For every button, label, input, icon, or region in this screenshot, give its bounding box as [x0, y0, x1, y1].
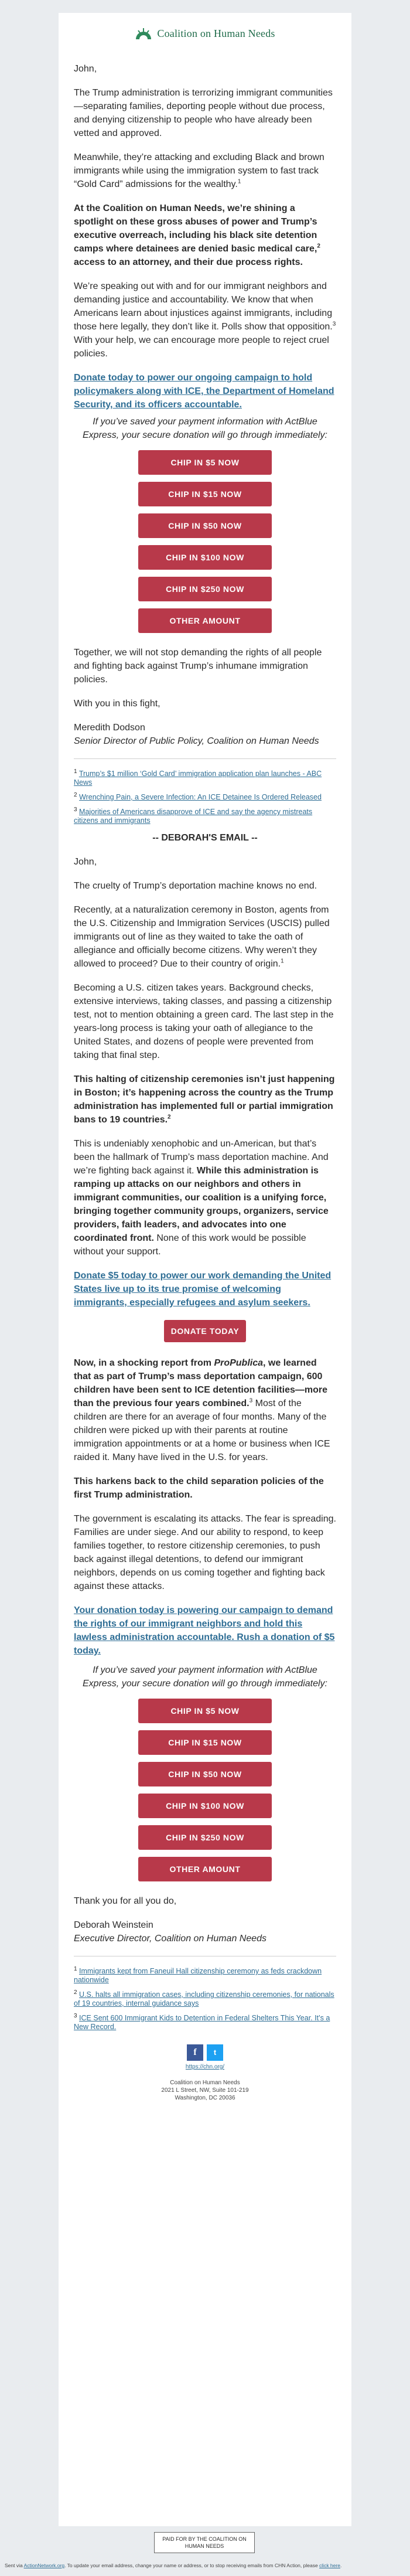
signer-name: Deborah Weinstein	[74, 1920, 153, 1930]
social-links	[74, 2044, 336, 2061]
footnote-link[interactable]: U.S. halts all immigration cases, including citizenship ceremonies, for nationals of 19 countries, internal guidance says	[74, 1990, 334, 2007]
org-name: Coalition on Human Needs	[157, 27, 275, 39]
chip-in-250-button[interactable]: CHIP IN $250 NOW	[138, 1825, 272, 1850]
greeting-1: John,	[74, 64, 97, 74]
letter1-p3	[74, 202, 336, 269]
greeting-2: John,	[74, 857, 97, 867]
bottom-mid: . To update your email address, change your name or address, or to stop receiving emails from CHN Action, please	[64, 2563, 320, 2568]
chip-in-15-button[interactable]: CHIP IN $15 NOW	[138, 482, 272, 506]
signer-title: Senior Director of Public Policy, Coalition on Human Needs	[74, 736, 319, 746]
other-amount-button[interactable]: OTHER AMOUNT	[138, 608, 272, 633]
letter2-p1: The cruelty of Trump’s deportation machine knows no end.	[74, 881, 317, 891]
footer-org: Coalition on Human Needs	[170, 2080, 240, 2086]
footnote-num: 3	[74, 806, 77, 813]
letter2-p2	[74, 903, 336, 971]
letter1-p3-text: At the Coalition on Human Needs, we’re shining a spotlight on these gross abuses of power and Trump’s executive overreach, including his black site detention camps where detainees are denied basic medical care,	[74, 203, 317, 254]
letter2-p5	[74, 1137, 336, 1258]
chip-in-15-button[interactable]: CHIP IN $15 NOW	[138, 1730, 272, 1755]
chip-in-250-button[interactable]: CHIP IN $250 NOW	[138, 577, 272, 601]
letter1-p2-text: Meanwhile, they’re attacking and excluding Black and brown immigrants while using the immigration system to fast track “Gold Card” admissions for the wealthy.	[74, 152, 324, 189]
bottom-notice	[5, 2563, 341, 2568]
footnote-item	[74, 793, 336, 802]
letter2-p3: Becoming a U.S. citizen takes years. Background checks, extensive interviews, taking classes, and passing a citizenship test, not to mention obtaining a green card. The last step in the years-long process is taking your oath of allegiance to the United States, and dozens of people were prevented from taking that final step.	[74, 983, 334, 1060]
footnote-num: 1	[74, 768, 77, 775]
footnote-ref: 2	[317, 243, 320, 250]
footnote-link[interactable]: Immigrants kept from Faneuil Hall citizenship ceremony as feds crackdown nationwide	[74, 1967, 322, 1984]
footer	[74, 2063, 336, 2102]
email-card	[59, 13, 351, 2526]
letter2-p6-c: Most of the children are there for an average of four months. Many of the children were picked up with their parents at routine immigration appointments or at a home or business when ICE raided it. Many have lived in the U.S. for years.	[74, 1398, 330, 1462]
footnote-num: 2	[74, 791, 77, 798]
paid-for-box: PAID FOR BY THE COALITION ON HUMAN NEEDS	[154, 2532, 255, 2553]
letter2-p8: The government is escalating its attacks. The fear is spreading. Families are under siege. And our ability to respond, to keep families together, to restore citizenship ceremonies, to push back against illegal detentions, to defend our immigrant neighbors, depends on us coming together and fighting back against these attacks.	[74, 1514, 336, 1591]
bottom-end: .	[340, 2563, 342, 2568]
chip-in-5-button[interactable]: CHIP IN $5 NOW	[138, 1699, 272, 1723]
letter2-p5-a: This is undeniably xenophobic and un-American, but that’s been the hallmark of Trump’s mass deportation machine. And we’re fighting back against it.	[74, 1139, 329, 1176]
footnote-ref: 3	[332, 321, 336, 328]
other-amount-button[interactable]: OTHER AMOUNT	[138, 1857, 272, 1881]
actblue-note-2: If you’ve saved your payment information with ActBlue Express, your secure donation will go through immediately:	[83, 1665, 327, 1689]
unsubscribe-link[interactable]: click here	[319, 2563, 340, 2568]
donate-link-3[interactable]: Your donation today is powering our campaign to demand the rights of our immigrant neighbors and hold this lawless administration accountable. Rush a donation of $5 today.	[74, 1605, 335, 1656]
donate-link-2[interactable]: Donate $5 today to power our work demanding the United States live up to its true promise of welcoming immigrants, especially refugees and asylum seekers.	[74, 1271, 332, 1308]
closing-2: Thank you for all you do,	[74, 1896, 177, 1906]
letter1-p2	[74, 151, 336, 191]
letter1-p5: Together, we will not stop demanding the rights of all people and fighting back against Trump’s inhumane immigration policies.	[74, 648, 322, 685]
letter2-p6-a: Now, in a shocking report from	[74, 1358, 214, 1368]
letter2-p4-text: This halting of citizenship ceremonies isn’t just happening in Boston; it’s happening across the country as the Trump administration has implemented full or partial immigration bans to 19 countries.	[74, 1074, 335, 1125]
divider	[74, 758, 336, 759]
website-link[interactable]: https://chn.org/	[185, 2064, 225, 2070]
letter2-p5-b: While this administration is ramping up attacks on our neighbors and others in immigrant communities, our coalition is a unifying force, bringing together community groups, organizers, service providers, faith leaders, and advocates into one coordinated front.	[74, 1166, 329, 1243]
letter1-p4	[74, 280, 336, 360]
letter1-p4-text: We’re speaking out with and for our immigrant neighbors and demanding justice and accountability. We know that when Americans learn about injustices against immigrants, including those here legally, they don’t like it. Polls show that opposition.	[74, 281, 333, 332]
letter1-p4-tail: With your help, we can encourage more people to reject cruel policies.	[74, 335, 329, 359]
footnote-ref: 1	[237, 178, 241, 185]
footnote-ref: 2	[168, 1114, 171, 1121]
chip-in-5-button[interactable]: CHIP IN $5 NOW	[138, 450, 272, 475]
footnote-item	[74, 808, 336, 825]
letter2-p6-b: , we learned that as part of Trump’s mass deportation campaign, 600 children have been sent to ICE detention facilities—more than the previous four years combined.	[74, 1358, 327, 1408]
facebook-icon[interactable]: f	[187, 2044, 203, 2061]
letter1-p1: The Trump administration is terrorizing immigrant communities—separating families, deporting people without due process, and denying citizenship to people who have already been vetted and approved.	[74, 88, 333, 138]
signer-title: Executive Director, Coalition on Human Needs	[74, 1934, 267, 1944]
donation-buttons-1	[74, 450, 336, 633]
chip-in-50-button[interactable]: CHIP IN $50 NOW	[138, 513, 272, 538]
chip-in-100-button[interactable]: CHIP IN $100 NOW	[138, 1794, 272, 1818]
footnote-item	[74, 770, 336, 787]
footnote-item	[74, 1990, 336, 2008]
signer-name: Meredith Dodson	[74, 723, 145, 733]
footnotes-2	[74, 1967, 336, 2031]
footnotes-1	[74, 770, 336, 825]
letter2-p5-c: None of this work would be possible without your support.	[74, 1233, 306, 1257]
signature-2	[74, 1918, 336, 1945]
publication-name: ProPublica	[214, 1358, 264, 1368]
footer-address-1: 2021 L Street, NW, Suite 101-219	[161, 2087, 249, 2094]
actionnetwork-link[interactable]: ActionNetwork.org	[23, 2563, 65, 2568]
actblue-note-1: If you’ve saved your payment information with ActBlue Express, your secure donation will go through immediately:	[83, 417, 327, 440]
footnote-ref: 3	[249, 1397, 253, 1404]
donation-buttons-2	[74, 1699, 336, 1881]
footnote-ref: 1	[281, 958, 284, 965]
footnote-num: 1	[74, 1965, 77, 1972]
donate-today-button[interactable]: DONATE TODAY	[164, 1320, 246, 1342]
footer-address-2: Washington, DC 20036	[175, 2095, 235, 2101]
bottom-prefix: Sent via	[5, 2563, 24, 2568]
email-separator: -- DEBORAH'S EMAIL --	[152, 833, 258, 843]
letter2-p4	[74, 1073, 336, 1127]
footnote-item	[74, 1967, 336, 1985]
chip-in-100-button[interactable]: CHIP IN $100 NOW	[138, 545, 272, 570]
footnote-link[interactable]: Trump’s $1 million ‘Gold Card’ immigration application plan launches - ABC News	[74, 770, 322, 787]
footnote-link[interactable]: Wrenching Pain, a Severe Infection: An ICE Detainee Is Ordered Released	[79, 793, 322, 801]
twitter-icon[interactable]: t	[207, 2044, 223, 2061]
footnote-link[interactable]: ICE Sent 600 Immigrant Kids to Detention in Federal Shelters This Year. It’s a New Record.	[74, 2014, 330, 2031]
footnote-num: 3	[74, 2012, 77, 2019]
letter2-p6	[74, 1356, 336, 1464]
signature-1	[74, 721, 336, 748]
chip-in-50-button[interactable]: CHIP IN $50 NOW	[138, 1762, 272, 1786]
footnote-item	[74, 2014, 336, 2031]
footnote-num: 2	[74, 1989, 77, 1996]
org-logo[interactable]	[59, 13, 351, 54]
letter2-p7: This harkens back to the child separation policies of the first Trump administration.	[74, 1476, 324, 1500]
donate-link-1[interactable]: Donate today to power our ongoing campaign to hold policymakers along with ICE, the Department of Homeland Security, and its officers accountable.	[74, 373, 334, 410]
letter2-p2-text: Recently, at a naturalization ceremony in Boston, agents from the U.S. Citizenship and Immigration Services (USCIS) pulled immigrants out of line as they waited to take the oath of allegiance and officially become citizens. Why weren’t they allowed to proceed? Due to their country of origin.	[74, 905, 330, 969]
letter1-p3-tail: access to an attorney, and their due process rights.	[74, 257, 303, 267]
footnote-link[interactable]: Majorities of Americans disapprove of ICE and say the agency mistreats citizens and immigrants	[74, 808, 313, 825]
closing-1: With you in this fight,	[74, 699, 160, 709]
sunrise-logo-icon	[135, 26, 152, 40]
